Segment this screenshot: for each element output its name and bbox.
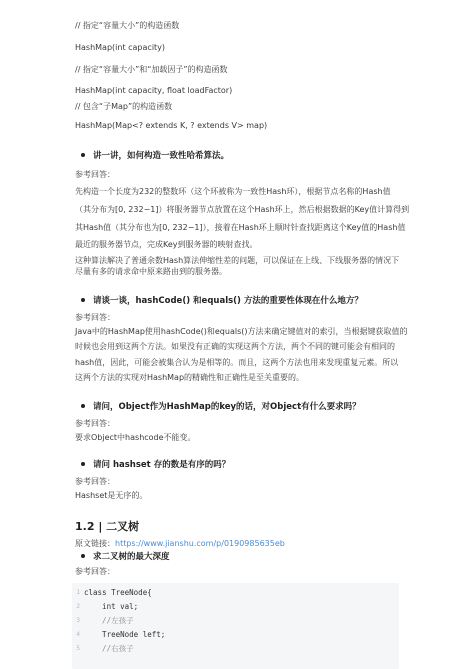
question-text: 讲一讲，如何构造一致性哈希算法。 bbox=[93, 151, 230, 161]
code-text: TreeNode left; bbox=[84, 630, 166, 639]
bullet-icon bbox=[81, 554, 85, 558]
code-signature-line: HashMap(int capacity) bbox=[75, 43, 166, 52]
line-number: 1 bbox=[76, 589, 80, 596]
source-link-line bbox=[75, 539, 285, 549]
code-text: class TreeNode{ bbox=[84, 588, 152, 597]
answer-line: （其分布为[0, 232−1]）将服务器节点放置在这个Hash环上，然后根据数据的Key值计算得到 bbox=[75, 205, 410, 214]
answer-line: 先构造一个长度为232的整数环（这个环被称为一致性Hash环），根据节点名称的Hash值 bbox=[75, 187, 391, 196]
bullet-icon bbox=[81, 153, 85, 157]
code-row bbox=[72, 629, 399, 641]
answer-line: 这两个方法的实现对HashMap的精确性和正确性是至关重要的。 bbox=[75, 373, 305, 382]
question-heading bbox=[75, 552, 170, 563]
code-signature-line: HashMap(Map<? extends K, ? extends V> map) bbox=[75, 121, 268, 130]
code-row bbox=[72, 643, 399, 655]
section-heading: 1.2 | 二叉树 bbox=[75, 520, 140, 533]
code-comment-line: // 指定“容量大小”和“加载因子”的构造函数 bbox=[75, 65, 228, 74]
line-number: 4 bbox=[76, 631, 80, 638]
question-heading bbox=[75, 151, 229, 162]
question-text: 请问 hashset 存的数是有序的吗？ bbox=[93, 460, 231, 470]
source-link[interactable]: https://www.jianshu.com/p/0190985635eb bbox=[115, 539, 285, 548]
question-heading bbox=[75, 296, 363, 307]
answer-line: Hashset是无序的。 bbox=[75, 491, 148, 500]
code-row bbox=[72, 615, 399, 627]
reference-answer-label: 参考回答： bbox=[75, 313, 115, 322]
code-signature-line: HashMap(int capacity, float loadFactor) bbox=[75, 86, 233, 95]
code-row bbox=[72, 601, 399, 613]
reference-answer-label: 参考回答： bbox=[75, 419, 115, 428]
answer-line: 其Hash值（其分布也为[0, 232−1]），接着在Hash环上顺时针查找距离这个Key值的Hash值 bbox=[75, 223, 406, 232]
bullet-icon bbox=[81, 298, 85, 302]
answer-line: 最近的服务器节点，完成Key到服务器的映射查找。 bbox=[75, 240, 258, 249]
reference-answer-label: 参考回答： bbox=[75, 567, 115, 576]
line-number: 5 bbox=[76, 645, 80, 652]
bullet-icon bbox=[81, 462, 85, 466]
answer-line: Java中的HashMap使用hashCode()和equals()方法来确定键值对的索引，当根据键获取值的 bbox=[75, 327, 408, 336]
question-text: 请问，Object作为HashMap的key的话，对Object有什么要求吗？ bbox=[93, 402, 361, 412]
answer-line: 这种算法解决了普通余数Hash算法伸缩性差的问题，可以保证在上线、下线服务器的情况下 bbox=[75, 256, 400, 265]
code-row bbox=[72, 587, 399, 599]
line-number: 3 bbox=[76, 617, 80, 624]
answer-line: 时候也会用到这两个方法。如果没有正确的实现这两个方法，两个不同的键可能会有相同的 bbox=[75, 342, 395, 351]
answer-line: 尽量有多的请求命中原来路由到的服务器。 bbox=[75, 267, 227, 276]
code-comment: //右孩子 bbox=[84, 644, 134, 653]
source-label: 原文链接： bbox=[75, 539, 115, 548]
code-comment: //左孩子 bbox=[84, 616, 134, 625]
line-number: 2 bbox=[76, 603, 80, 610]
code-comment-line: // 包含“子Map”的构造函数 bbox=[75, 102, 173, 111]
code-text: int val; bbox=[84, 602, 139, 611]
answer-line: hash值，因此，可能会被集合认为是相等的。而且，这两个方法也用来发现重复元素。所以 bbox=[75, 358, 399, 367]
question-heading bbox=[75, 402, 361, 413]
code-comment-line: // 指定“容量大小”的构造函数 bbox=[75, 21, 180, 30]
reference-answer-label: 参考回答： bbox=[75, 477, 115, 486]
answer-line: 要求Object中hashcode不能变。 bbox=[75, 433, 196, 442]
code-block bbox=[72, 583, 399, 669]
question-text: 请谈一谈，hashCode() 和equals() 方法的重要性体现在什么地方？ bbox=[93, 296, 363, 306]
question-heading bbox=[75, 460, 230, 471]
question-text: 求二叉树的最大深度 bbox=[93, 552, 170, 562]
bullet-icon bbox=[81, 404, 85, 408]
reference-answer-label: 参考回答： bbox=[75, 170, 115, 179]
